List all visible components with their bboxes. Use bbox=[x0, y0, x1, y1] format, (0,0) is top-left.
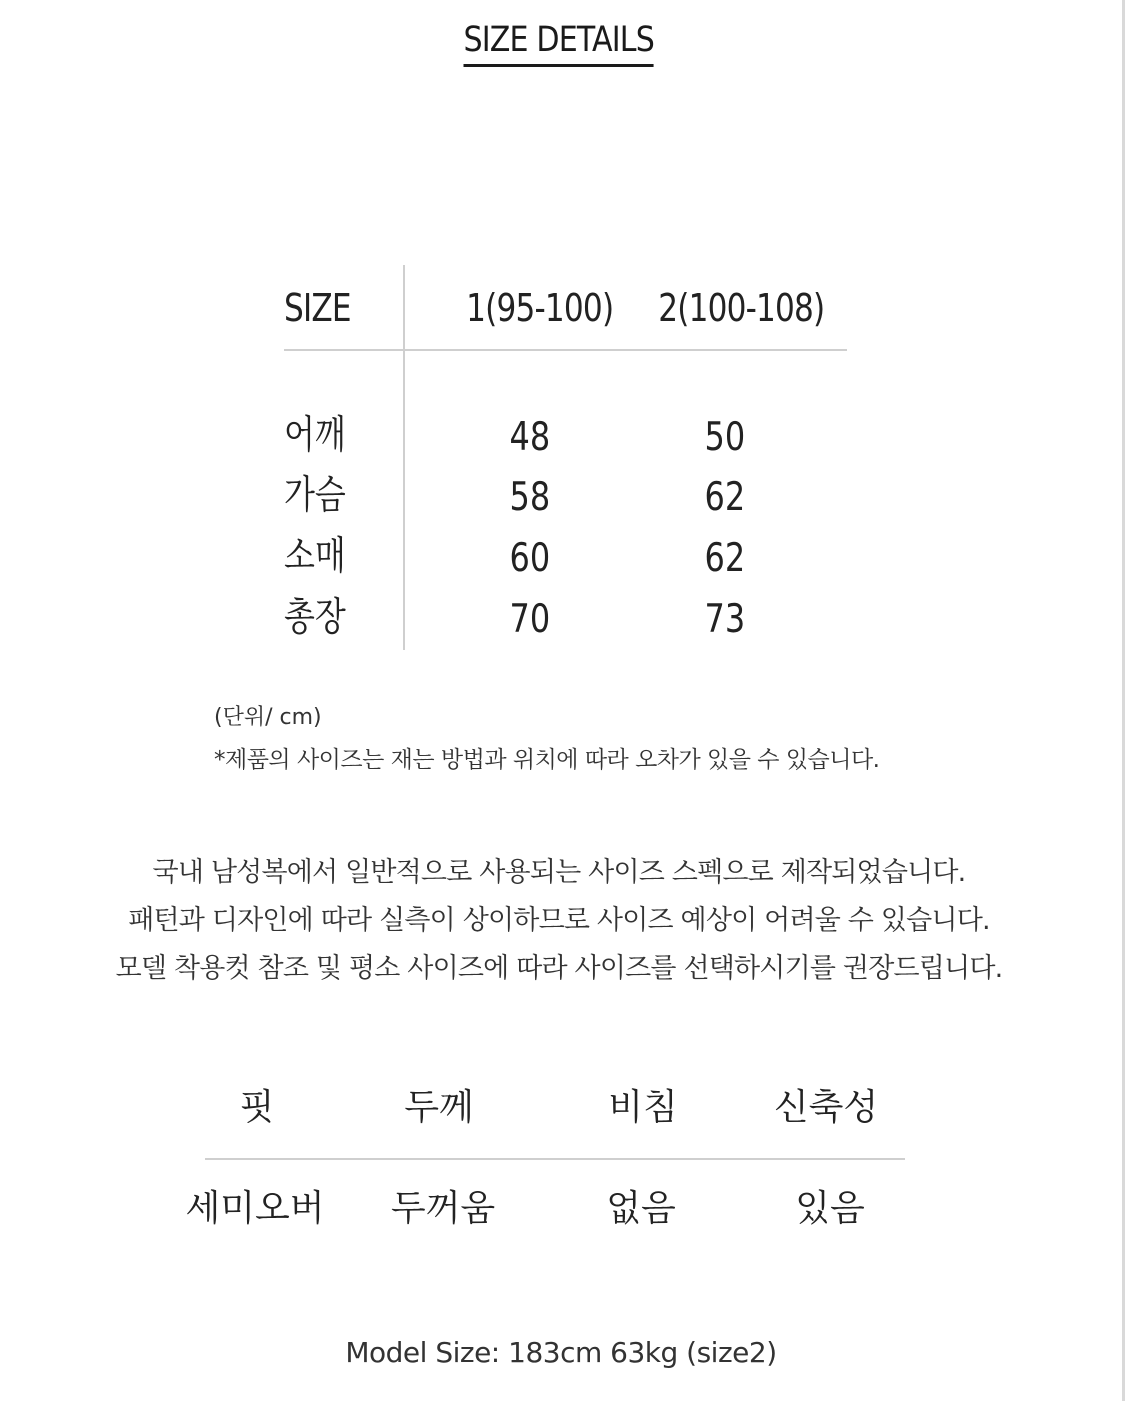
fit-header-sheerness: 비침 bbox=[608, 1087, 678, 1128]
row-chest-size2: 62 bbox=[704, 475, 746, 520]
size-table-header-divider bbox=[284, 349, 847, 351]
row-label-sleeve: 소매 bbox=[284, 534, 346, 579]
size-header-label: SIZE bbox=[284, 286, 351, 330]
fit-value-thickness: 두꺼움 bbox=[390, 1188, 496, 1229]
size-table-vertical-divider bbox=[403, 265, 405, 650]
fit-value-sheerness: 없음 bbox=[606, 1188, 676, 1229]
row-shoulder-size1: 48 bbox=[509, 415, 551, 460]
description-line-2: 패턴과 디자인에 따라 실측이 상이하므로 사이즈 예상이 어려울 수 있습니다. bbox=[128, 905, 990, 936]
size-header-1: 1(95-100) bbox=[466, 286, 614, 330]
row-length-size1: 70 bbox=[509, 597, 551, 642]
fit-header-fit: 핏 bbox=[239, 1087, 275, 1128]
row-shoulder-size2: 50 bbox=[704, 415, 746, 460]
fit-value-fit: 세미오버 bbox=[185, 1188, 325, 1229]
description-line-1: 국내 남성복에서 일반적으로 사용되는 사이즈 스펙으로 제작되었습니다. bbox=[152, 857, 966, 888]
measurement-disclaimer: *제품의 사이즈는 재는 방법과 위치에 따라 오차가 있을 수 있습니다. bbox=[214, 747, 880, 773]
description-line-3: 모델 착용컷 참조 및 평소 사이즈에 따라 사이즈를 선택하시기를 권장드립니다. bbox=[115, 953, 1003, 984]
page-title-text: SIZE DETAILS bbox=[464, 18, 654, 67]
row-sleeve-size2: 62 bbox=[704, 536, 746, 581]
fit-header-stretch: 신축성 bbox=[773, 1087, 879, 1128]
fit-header-thickness: 두께 bbox=[404, 1087, 474, 1128]
row-label-shoulder: 어깨 bbox=[284, 413, 346, 458]
fit-value-stretch: 있음 bbox=[795, 1188, 865, 1229]
page-title bbox=[0, 18, 1118, 67]
unit-note: (단위/ cm) bbox=[214, 705, 322, 730]
row-label-chest: 가슴 bbox=[284, 473, 346, 518]
row-label-length: 총장 bbox=[284, 595, 346, 640]
model-size-info: Model Size: 183cm 63kg (size2) bbox=[345, 1336, 777, 1369]
row-length-size2: 73 bbox=[704, 597, 746, 642]
row-sleeve-size1: 60 bbox=[509, 536, 551, 581]
row-chest-size1: 58 bbox=[509, 475, 551, 520]
size-header-2: 2(100-108) bbox=[658, 286, 825, 330]
fit-table-divider bbox=[205, 1158, 905, 1160]
